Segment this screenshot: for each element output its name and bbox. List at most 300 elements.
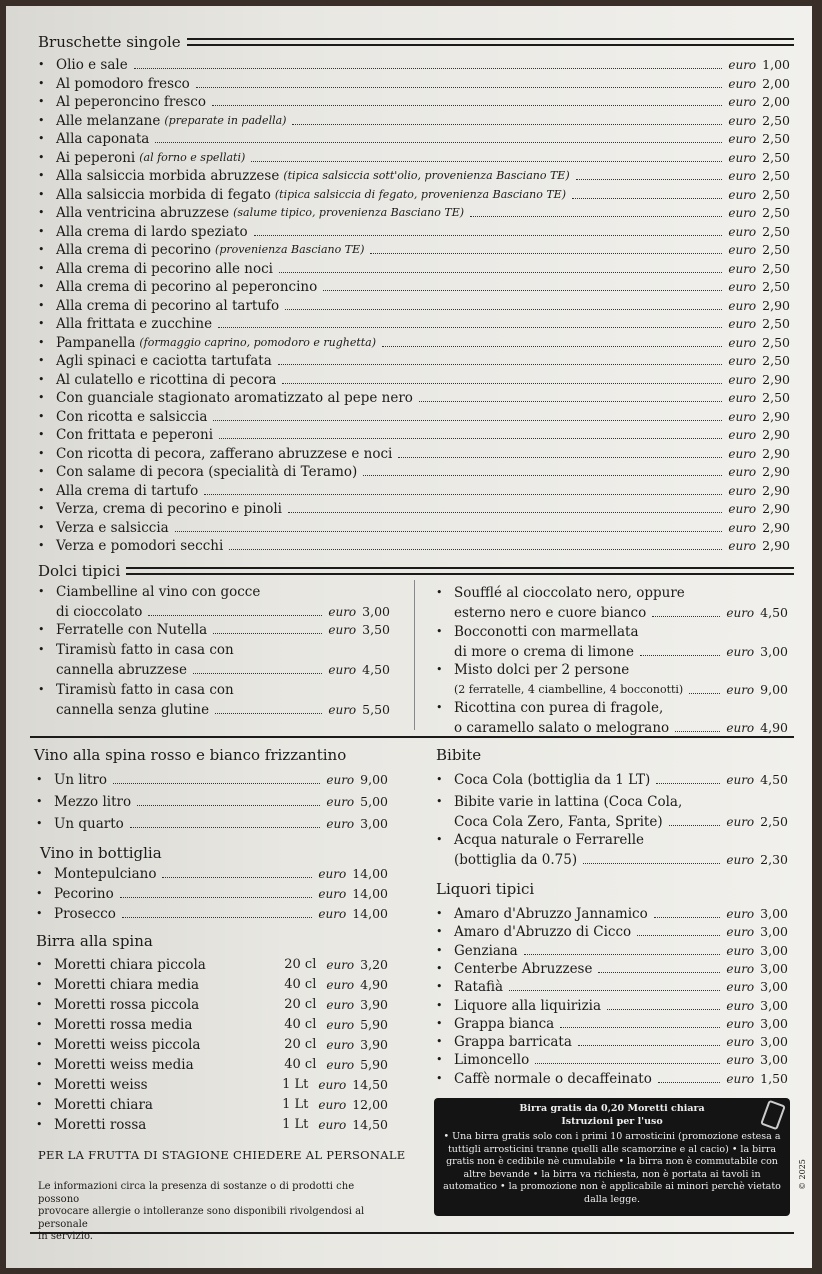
item-name: Alla crema di pecorino al peperoncino <box>56 279 318 295</box>
item-note: (preparate in padella) <box>164 113 287 127</box>
menu-item <box>38 92 790 110</box>
bullet-icon: • <box>38 317 45 330</box>
menu-item-line <box>454 680 788 698</box>
item-price: 12,00 <box>352 1097 388 1112</box>
item-price: 14,00 <box>352 866 388 881</box>
bullet-icon: • <box>38 539 45 552</box>
item-name: Ferratelle con Nutella <box>56 622 208 638</box>
leader-dots <box>656 783 720 784</box>
menu-item-line <box>454 603 788 621</box>
item-name: Un quarto <box>54 816 124 832</box>
currency-label: euro <box>728 261 757 276</box>
menu-item <box>436 770 788 788</box>
currency-label: euro <box>728 298 757 313</box>
menu-item <box>38 351 790 369</box>
menu-item <box>436 996 788 1014</box>
currency-label: euro <box>726 943 755 958</box>
item-name: Genziana <box>454 942 518 959</box>
menu-item <box>38 222 790 240</box>
currency-label: euro <box>326 1058 355 1072</box>
item-quantity: 40 cl <box>284 1057 317 1072</box>
item-name: Centerbe Abruzzese <box>454 960 593 977</box>
item-name: Bibite varie in lattina (Coca Cola, <box>454 794 683 810</box>
item-price: 14,50 <box>352 1077 388 1092</box>
bullet-icon: • <box>36 1018 43 1031</box>
currency-label: euro <box>726 606 755 620</box>
leader-dots <box>193 673 322 674</box>
item-note: (al forno e spellati) <box>139 150 246 164</box>
leader-dots <box>398 457 722 458</box>
item-quantity: 40 cl <box>284 977 317 992</box>
item-name: Un litro <box>54 772 108 788</box>
item-name: Mezzo litro <box>54 794 132 810</box>
item-price: 2,00 <box>762 94 790 109</box>
menu-item-line <box>454 642 788 660</box>
item-price: 5,90 <box>360 1057 388 1072</box>
menu-item <box>38 536 790 554</box>
menu-item <box>38 111 790 129</box>
section-title <box>34 746 346 764</box>
item-price: 2,50 <box>762 279 790 294</box>
bullet-icon: • <box>38 76 45 90</box>
item-quantity: 20 cl <box>284 1037 317 1052</box>
menu-item <box>36 1055 388 1073</box>
currency-label: euro <box>728 372 757 387</box>
bullet-icon: • <box>436 961 443 975</box>
item-price: 14,00 <box>352 886 388 901</box>
item-name: o caramello salato o melograno <box>454 720 670 736</box>
item-name: Pecorino <box>54 886 114 902</box>
menu-item <box>38 185 790 203</box>
item-name: Al pomodoro fresco <box>56 75 190 92</box>
menu-item <box>36 884 388 902</box>
leader-dots <box>578 1045 720 1046</box>
allergen-notice <box>38 1181 398 1244</box>
currency-label: euro <box>326 958 355 972</box>
menu-item <box>38 74 790 92</box>
currency-label: euro <box>328 703 357 717</box>
item-name: Pampanella <box>56 334 136 351</box>
menu-item <box>436 830 788 848</box>
item-price: 4,90 <box>360 977 388 992</box>
item-name: Tiramisù fatto in casa con <box>56 682 234 698</box>
bullet-icon: • <box>36 887 43 900</box>
column-divider <box>414 580 415 730</box>
item-name: Moretti chiara <box>54 1097 153 1113</box>
bullet-icon: • <box>36 795 43 808</box>
bullet-icon: • <box>36 817 43 830</box>
bullet-icon: • <box>38 502 45 515</box>
bullet-icon: • <box>36 867 43 880</box>
leader-dots <box>654 917 721 918</box>
item-name: Amaro d'Abruzzo di Cicco <box>454 924 632 941</box>
item-price: 9,00 <box>360 772 388 787</box>
item-name: Tiramisù fatto in casa con <box>56 642 234 658</box>
item-price: 1,50 <box>760 1070 788 1086</box>
leader-dots <box>212 105 722 106</box>
bullet-icon: • <box>36 1038 43 1051</box>
item-price: 2,90 <box>762 519 790 535</box>
bullet-icon: • <box>36 998 43 1011</box>
item-price: 2,50 <box>760 814 788 829</box>
menu-item-line <box>56 660 390 678</box>
leader-dots <box>572 198 722 199</box>
leader-dots <box>229 549 722 550</box>
leader-dots <box>675 731 720 732</box>
leader-dots <box>607 1009 720 1010</box>
copyright: © 2025 <box>798 1159 807 1190</box>
bullet-icon: • <box>38 643 45 656</box>
fruit-notice: PER LA FRUTTA DI STAGIONE CHIEDERE AL PERSONALE <box>38 1148 406 1162</box>
item-price: 3,00 <box>760 942 788 958</box>
item-name: Moretti weiss <box>54 1077 148 1093</box>
item-price: 3,50 <box>362 622 390 637</box>
bullet-icon: • <box>436 980 443 994</box>
bullet-icon: • <box>436 1053 443 1067</box>
menu-item <box>436 698 788 716</box>
item-price: 1,00 <box>762 57 790 72</box>
menu-item-line <box>56 700 390 718</box>
currency-label: euro <box>726 683 755 697</box>
item-price: 4,50 <box>362 662 390 677</box>
leader-dots <box>251 161 722 162</box>
item-price: 2,90 <box>762 427 790 442</box>
leader-dots <box>323 290 722 291</box>
section-title <box>36 932 153 950</box>
leader-dots <box>669 825 721 826</box>
item-name: Grappa bianca <box>454 1015 555 1032</box>
item-name: Misto dolci per 2 persone <box>454 662 630 678</box>
leader-dots <box>134 68 723 69</box>
leader-dots <box>213 633 322 634</box>
section-title-rule <box>187 38 794 46</box>
item-name: Moretti weiss media <box>54 1057 194 1073</box>
item-name: Agli spinaci e caciotta tartufata <box>56 353 272 369</box>
bullet-icon: • <box>436 943 443 957</box>
currency-label: euro <box>728 335 757 350</box>
section-title-text: Dolci tipici <box>38 562 121 580</box>
menu-item <box>436 1032 788 1050</box>
bullet-icon: • <box>38 224 45 238</box>
menu-item <box>36 770 388 788</box>
item-name: Alla crema di pecorino al tartufo <box>56 297 280 314</box>
currency-label: euro <box>728 409 757 424</box>
item-price: 2,50 <box>762 316 790 331</box>
item-price: 5,50 <box>362 702 390 717</box>
menu-item <box>36 1075 388 1093</box>
item-name: Alla caponata <box>56 131 150 147</box>
menu-item <box>436 904 788 922</box>
item-price: 3,00 <box>760 1015 788 1031</box>
currency-label: euro <box>726 1053 755 1068</box>
currency-label: euro <box>726 961 755 976</box>
currency-label: euro <box>728 539 757 553</box>
item-price: 2,90 <box>762 371 790 387</box>
currency-label: euro <box>728 113 757 128</box>
item-price: 2,90 <box>762 482 790 498</box>
leader-dots <box>598 972 720 973</box>
bullet-icon: • <box>38 465 45 478</box>
allergen-line: provocare allergie o intolleranze sono disponibili rivolgendosi al personale <box>38 1206 365 1230</box>
item-name: Prosecco <box>54 906 116 922</box>
leader-dots <box>219 438 722 439</box>
menu-item <box>436 1050 788 1068</box>
item-name: Ricottina con purea di fragole, <box>454 700 664 716</box>
item-note: (tipica salsiccia di fegato, provenienza Basciano TE) <box>274 187 566 201</box>
currency-label: euro <box>728 520 757 535</box>
item-name: Con ricotta di pecora, zafferano abruzzese e noci <box>56 445 393 462</box>
item-name: Con salame di pecora (specialità di Teramo) <box>56 464 358 480</box>
currency-label: euro <box>728 391 757 405</box>
item-price: 5,00 <box>360 794 388 809</box>
menu-item <box>36 955 388 973</box>
currency-label: euro <box>726 998 755 1013</box>
allergen-line: Le informazioni circa la presenza di sostanze o di prodotti che possono <box>38 1181 355 1205</box>
bullet-icon: • <box>38 243 45 256</box>
leader-dots <box>583 863 720 864</box>
leader-dots <box>652 616 720 617</box>
item-price: 2,90 <box>762 501 790 516</box>
item-name: cannella abruzzese <box>56 662 187 678</box>
item-price: 9,00 <box>760 682 788 697</box>
item-price: 2,50 <box>762 390 790 405</box>
leader-dots <box>162 877 312 878</box>
menu-item <box>38 259 790 277</box>
item-name: Coca Cola (bottiglia da 1 LT) <box>454 772 651 788</box>
leader-dots <box>130 827 321 828</box>
promo-text: • Una birra gratis solo con i primi 10 arrosticini (promozione estesa a tuttigli arrosticini tranne quelli alle scamorzine e al cacio) • la birra gratis non è cedibile nè cumulabile • la birra non è commutabile con altre bevande • la birra va richiesta, non è portata ai tavoli in automatico • la promozione non è applicabile ai minori perchè vietato dalla legge. <box>443 1131 781 1205</box>
item-price: 14,00 <box>352 906 388 921</box>
bullet-icon: • <box>38 113 45 127</box>
leader-dots <box>218 327 722 328</box>
leader-dots <box>560 1027 720 1028</box>
currency-label: euro <box>726 1035 755 1050</box>
menu-item <box>38 166 790 184</box>
leader-dots <box>292 124 722 125</box>
section-title-text: Birra alla spina <box>36 932 153 950</box>
bullet-icon: • <box>36 1098 43 1111</box>
section-title-text: Vino in bottiglia <box>40 844 162 862</box>
item-note: (salume tipico, provenienza Basciano TE) <box>233 206 465 219</box>
bullet-icon: • <box>36 958 43 971</box>
item-price: 2,00 <box>762 75 790 91</box>
promo-title: Birra gratis da 0,20 Moretti chiara <box>519 1103 705 1114</box>
menu-item <box>36 1015 388 1033</box>
leader-dots <box>419 401 722 402</box>
currency-label: euro <box>726 1071 755 1086</box>
menu-item <box>436 959 788 977</box>
currency-label: euro <box>328 623 357 637</box>
currency-label: euro <box>326 1018 355 1032</box>
item-price: 3,00 <box>760 906 788 921</box>
leader-dots <box>148 615 322 616</box>
item-name: Al culatello e ricottina di pecora <box>56 371 277 388</box>
menu-item <box>36 975 388 993</box>
item-price: 2,50 <box>762 205 790 220</box>
item-name: di more o crema di limone <box>454 644 634 660</box>
item-price: 2,90 <box>762 408 790 424</box>
item-name: Al peperoncino fresco <box>56 94 206 110</box>
bullet-icon: • <box>436 625 443 638</box>
leader-dots <box>204 494 722 495</box>
item-quantity: 40 cl <box>284 1017 317 1032</box>
bullet-icon: • <box>38 683 45 696</box>
item-price: 2,50 <box>762 223 790 239</box>
item-name: Alla frittata e zucchine <box>56 316 213 332</box>
currency-label: euro <box>318 1118 347 1132</box>
item-price: 2,90 <box>762 464 790 479</box>
currency-label: euro <box>726 815 755 829</box>
item-name: Limoncello <box>454 1052 530 1069</box>
item-name: Grappa barricata <box>454 1034 572 1051</box>
item-price: 3,00 <box>360 816 388 831</box>
leader-dots <box>213 420 722 421</box>
menu-item <box>38 499 790 517</box>
leader-dots <box>288 512 722 513</box>
currency-label: euro <box>326 795 355 809</box>
currency-label: euro <box>726 925 755 940</box>
currency-label: euro <box>726 1016 755 1031</box>
currency-label: euro <box>726 907 755 921</box>
currency-label: euro <box>728 132 757 146</box>
bullet-icon: • <box>38 298 45 312</box>
menu-item-line <box>454 812 788 830</box>
item-price: 2,30 <box>760 852 788 867</box>
item-name: Moretti weiss piccola <box>54 1037 201 1053</box>
item-name: di cioccolato <box>56 604 143 620</box>
leader-dots <box>122 917 313 918</box>
leader-dots <box>524 954 721 955</box>
bullet-icon: • <box>38 391 45 404</box>
currency-label: euro <box>328 663 357 677</box>
menu-item <box>38 203 790 221</box>
section-title-rule <box>126 567 794 575</box>
menu-item <box>38 680 390 698</box>
menu-item <box>36 1095 388 1113</box>
menu-item <box>38 55 790 73</box>
item-name: Caffè normale o decaffeinato <box>454 1070 652 1087</box>
menu-item <box>38 425 790 443</box>
menu-item <box>38 240 790 258</box>
item-name: Moretti rossa media <box>54 1017 193 1033</box>
menu-item <box>38 640 390 658</box>
currency-label: euro <box>728 465 757 479</box>
item-price: 14,50 <box>352 1117 388 1132</box>
section-divider <box>30 736 794 738</box>
item-price: 3,00 <box>760 1034 788 1050</box>
bullet-icon: • <box>436 1016 443 1030</box>
menu-item <box>436 792 788 810</box>
item-price: 3,00 <box>760 1052 788 1068</box>
currency-label: euro <box>728 483 757 498</box>
item-price: 2,90 <box>762 297 790 313</box>
leader-dots <box>285 309 722 310</box>
bullet-icon: • <box>38 280 45 293</box>
currency-label: euro <box>726 980 755 995</box>
menu-item <box>436 660 788 678</box>
menu-item <box>38 481 790 499</box>
item-price: 2,90 <box>762 538 790 553</box>
bullet-icon: • <box>436 907 443 920</box>
bullet-icon: • <box>38 585 45 598</box>
item-price: 3,00 <box>760 924 788 940</box>
menu-item <box>38 296 790 314</box>
menu-item <box>436 1014 788 1032</box>
leader-dots <box>470 216 722 217</box>
item-name: Alla salsiccia morbida di fegato <box>56 186 271 203</box>
item-note: (provenienza Basciano TE) <box>215 243 365 256</box>
item-price: 3,00 <box>760 997 788 1013</box>
item-price: 3,00 <box>362 604 390 619</box>
bullet-icon: • <box>38 372 45 386</box>
item-name: Verza e pomodori secchi <box>56 538 224 554</box>
menu-item <box>38 462 790 480</box>
item-quantity: 20 cl <box>284 997 317 1012</box>
bullet-icon: • <box>38 95 45 108</box>
item-name: Moretti chiara media <box>54 977 200 993</box>
section-title <box>38 562 794 580</box>
item-name: (bottiglia da 0.75) <box>454 852 578 868</box>
leader-dots <box>689 693 720 694</box>
menu-item <box>38 277 790 295</box>
item-note: (tipica salsiccia sott'olio, provenienza Basciano TE) <box>283 169 570 182</box>
menu-item <box>436 922 788 940</box>
bullet-icon: • <box>36 1118 43 1131</box>
currency-label: euro <box>318 867 347 881</box>
item-name: Montepulciano <box>54 866 157 882</box>
bullet-icon: • <box>436 795 443 808</box>
item-name: Acqua naturale o Ferrarelle <box>454 832 645 848</box>
currency-label: euro <box>728 95 757 109</box>
bullet-icon: • <box>36 773 43 786</box>
currency-label: euro <box>728 76 757 91</box>
item-name: Coca Cola Zero, Fanta, Sprite) <box>454 814 663 830</box>
item-price: 5,90 <box>360 1017 388 1032</box>
bullet-icon: • <box>436 1071 443 1085</box>
menu-item <box>38 333 790 351</box>
item-name: Ratafià <box>454 979 504 996</box>
item-price: 2,50 <box>762 186 790 202</box>
bullet-icon: • <box>38 169 45 182</box>
item-price: 2,50 <box>762 353 790 368</box>
bullet-icon: • <box>38 520 45 534</box>
currency-label: euro <box>726 773 755 787</box>
leader-dots <box>137 805 320 806</box>
currency-label: euro <box>728 206 757 220</box>
item-name: Alla crema di pecorino alle noci <box>56 260 273 277</box>
item-quantity: 1 Lt <box>282 1097 309 1112</box>
menu-item-line <box>56 602 390 620</box>
item-price: 2,50 <box>762 149 790 165</box>
item-name: Liquore alla liquirizia <box>454 997 602 1014</box>
item-quantity: 1 Lt <box>282 1077 309 1092</box>
section-title-text: Bibite <box>436 746 482 764</box>
item-name: Bocconotti con marmellata <box>454 624 639 640</box>
leader-dots <box>576 179 723 180</box>
section-title <box>436 746 481 764</box>
item-price: 2,50 <box>762 260 790 276</box>
leader-dots <box>509 990 720 991</box>
bullet-icon: • <box>38 150 45 164</box>
item-name: Verza, crema di pecorino e pinoli <box>56 501 282 517</box>
bullet-icon: • <box>36 907 43 920</box>
promo-box <box>434 1098 790 1216</box>
item-name: Olio e sale <box>56 57 128 73</box>
section-title <box>40 844 162 862</box>
item-price: 2,90 <box>762 445 790 461</box>
bullet-icon: • <box>38 335 45 349</box>
currency-label: euro <box>326 1038 355 1052</box>
